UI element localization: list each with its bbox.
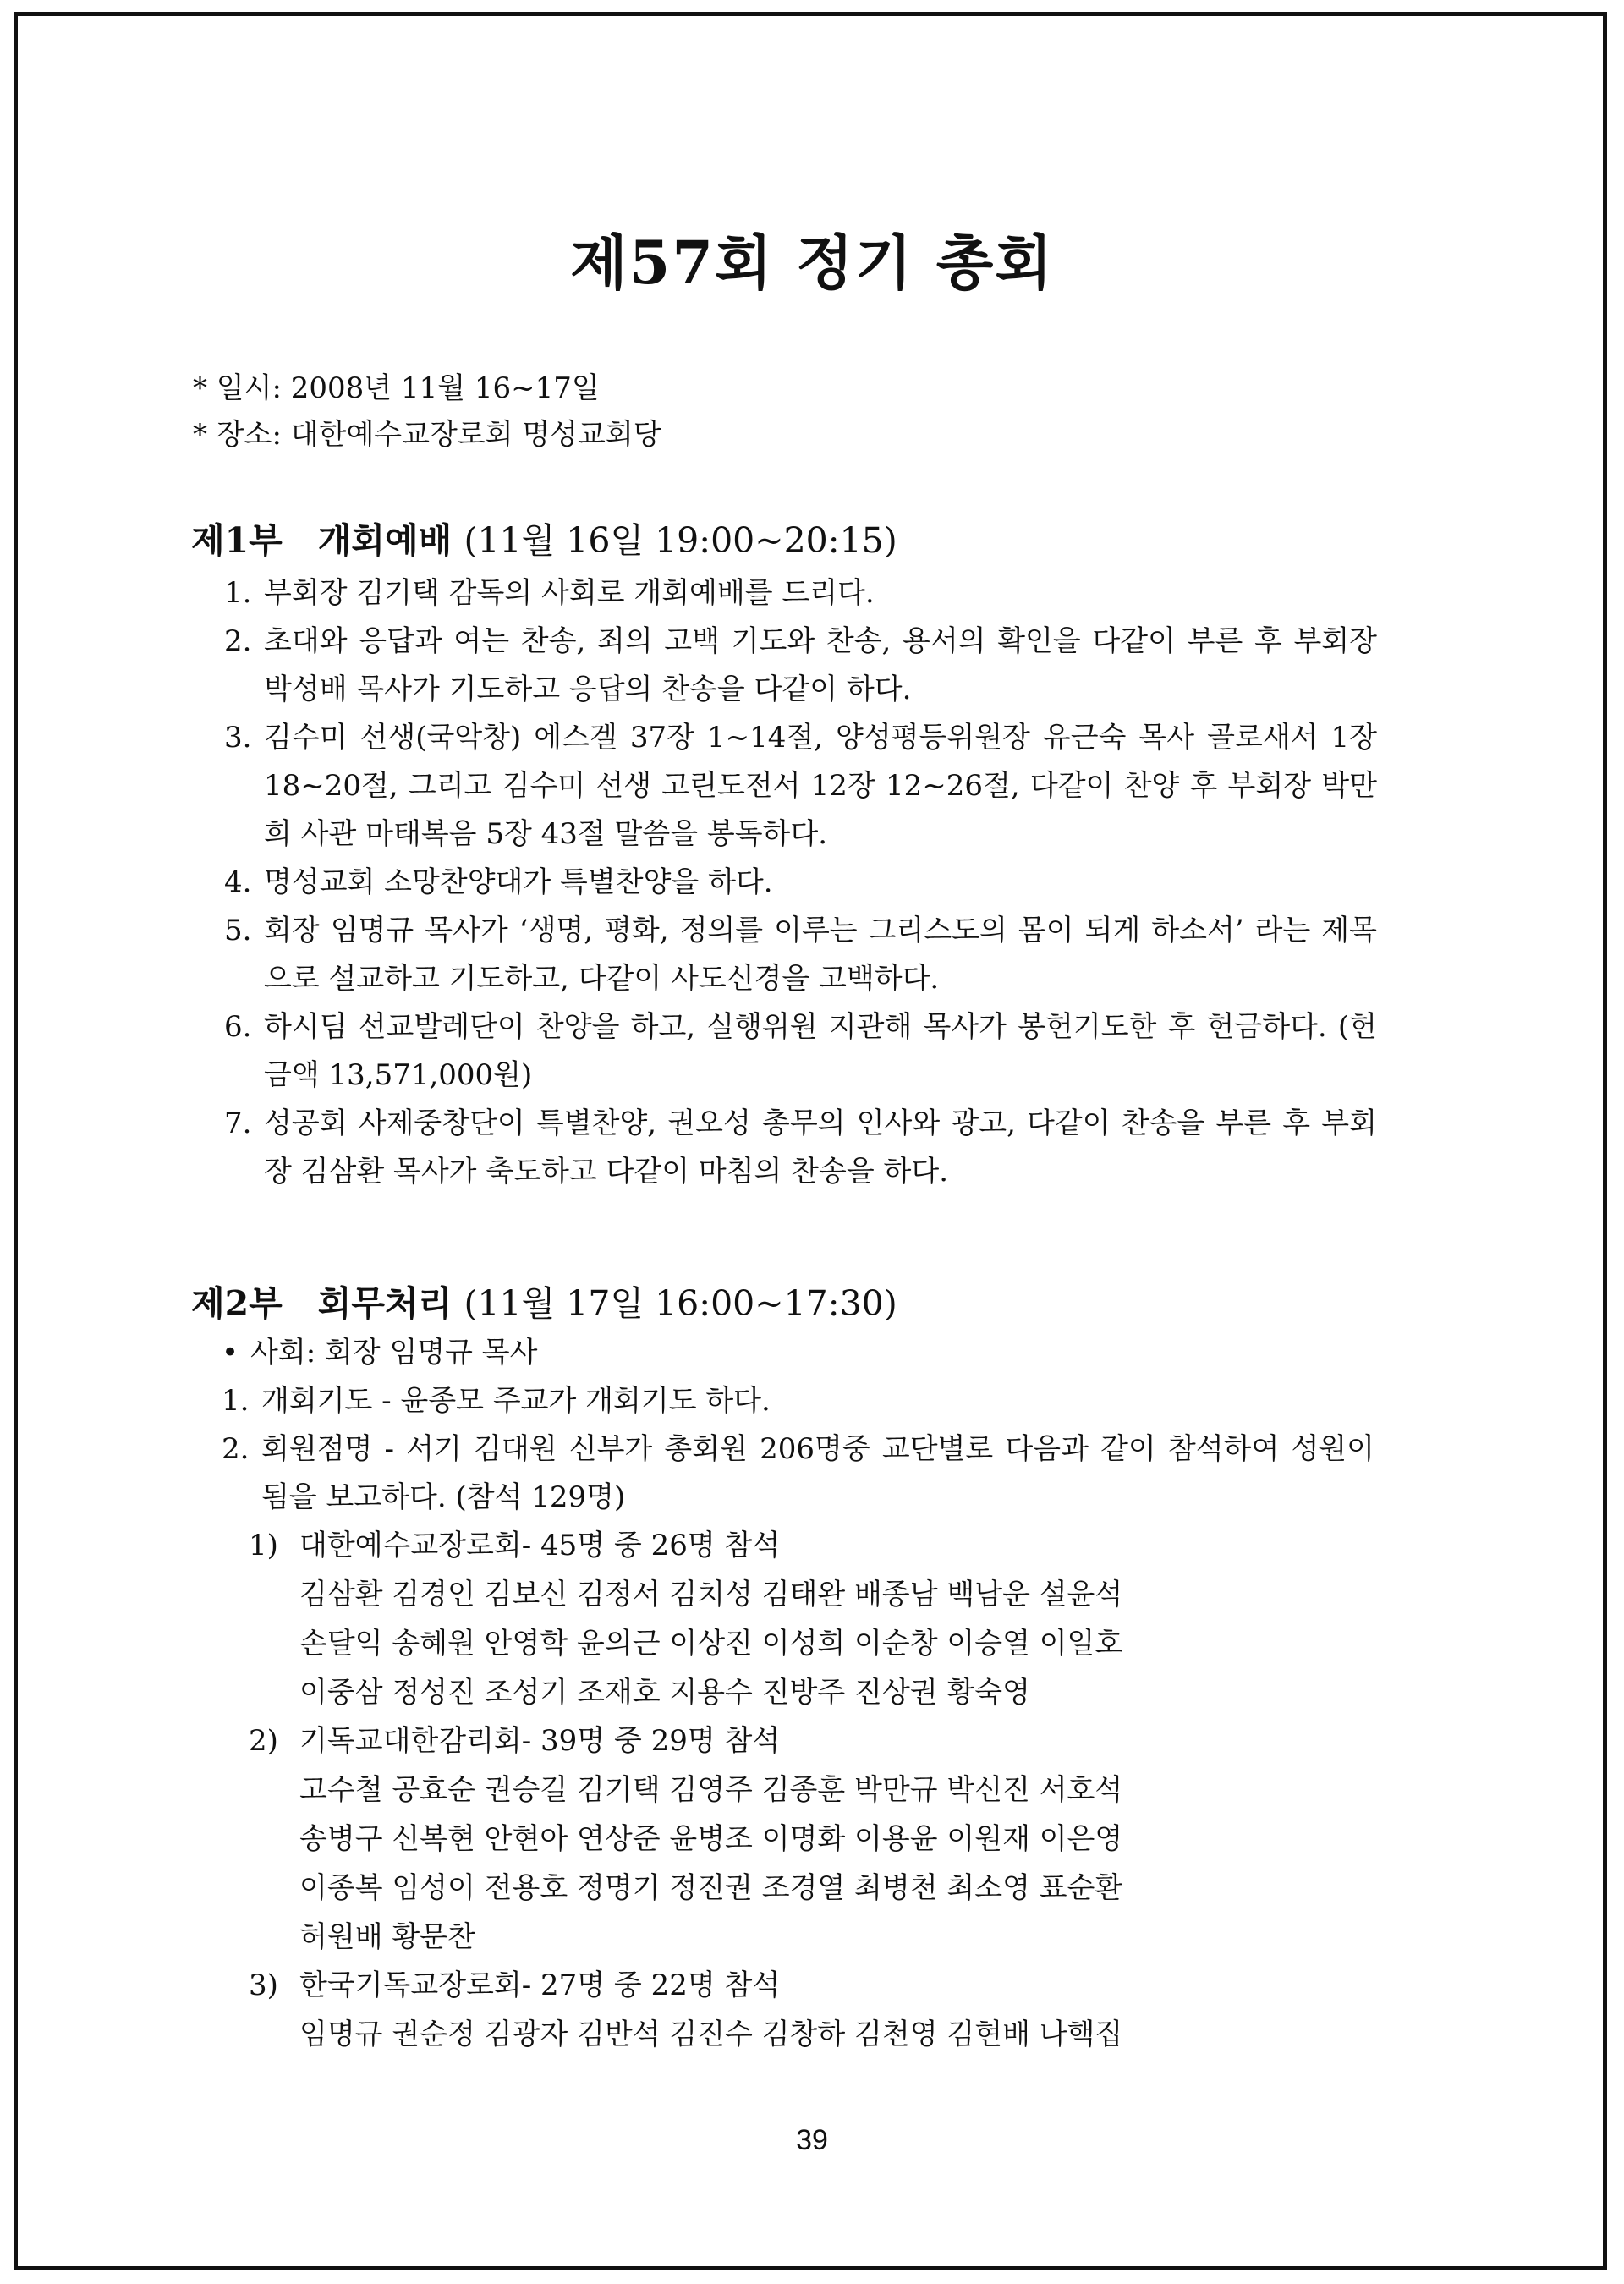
list-item [224, 907, 1377, 1003]
item-number: 5. [224, 914, 252, 947]
item-text: 명성교회 소망찬양대가 특별찬양을 하다. [264, 865, 773, 899]
item-text: 하시딤 선교발레단이 찬양을 하고, 실행위원 지관해 목사가 봉헌기도한 후 헌금하다. (헌금액 13,571,000원) [264, 1010, 1377, 1092]
section-time: (11월 16일 19:00~20:15) [464, 520, 897, 561]
name-line: 고수철 공효순 권승길 김기택 김영주 김종훈 박만규 박신진 서호석 [299, 1773, 1123, 1807]
list-item [222, 1425, 1374, 1522]
attendee-names [222, 1570, 1374, 1717]
denomination-label: 한국기독교장로회- 27명 중 22명 참석 [299, 1968, 781, 2002]
list-item [224, 569, 1377, 618]
item-number: 4. [224, 865, 252, 899]
item-number: 2. [222, 1432, 250, 1466]
item-text: 개회기도 - 윤종모 주교가 개회기도 하다. [261, 1384, 771, 1418]
item-number: 2. [224, 624, 252, 658]
list-item [222, 1377, 1374, 1425]
item-text: 부회장 김기택 감독의 사회로 개회예배를 드리다. [264, 576, 875, 610]
name-line: 임명규 권순정 김광자 김반석 김진수 김창하 김천영 김현배 나핵집 [299, 2018, 1123, 2051]
name-line: 손달익 송혜원 안영학 윤의근 이상진 이성희 이순창 이승열 이일호 [299, 1627, 1123, 1661]
item-text: 초대와 응답과 여는 찬송, 죄의 고백 기도와 찬송, 용서의 확인을 다같이 부른 후 부회장 박성배 목사가 기도하고 응답의 찬송을 다같이 하다. [264, 624, 1377, 706]
list-item [224, 859, 1377, 907]
presider-text: 사회: 회장 임명규 목사 [250, 1336, 538, 1370]
section-time: (11월 17일 16:00~17:30) [464, 1283, 897, 1324]
list-item [224, 618, 1377, 714]
sub-number: 3) [249, 1968, 278, 2002]
item-number: 7. [224, 1106, 252, 1140]
bullet-icon: • [222, 1336, 239, 1370]
section-label: 제1부 [191, 520, 283, 561]
name-line: 김삼환 김경인 김보신 김정서 김치성 김태완 배종남 백남운 설윤석 [299, 1578, 1123, 1611]
denomination-label: 대한예수교장로회- 45명 중 26명 참석 [299, 1529, 781, 1562]
item-number: 1. [222, 1384, 250, 1418]
meeting-venue: * 장소: 대한예수교장로회 명성교회당 [193, 418, 661, 452]
section-heading-part2 [191, 1276, 897, 1326]
name-line: 이중삼 정성진 조성기 조재호 지용수 진방주 진상권 황숙영 [299, 1676, 1030, 1710]
denomination-label: 기독교대한감리회- 39명 중 29명 참석 [299, 1724, 781, 1758]
meeting-info [193, 365, 661, 458]
item-text: 성공회 사제중창단이 특별찬양, 권오성 총무의 인사와 광고, 다같이 찬송을 부른 후 부회장 김삼환 목사가 축도하고 다같이 마침의 찬송을 하다. [264, 1106, 1377, 1189]
section-name: 회무처리 [317, 1283, 453, 1324]
part1-item-list [224, 569, 1377, 1196]
item-number: 3. [224, 721, 252, 755]
denomination-heading [222, 1522, 1374, 1570]
page-title: 제57회 정기 총회 [570, 228, 1054, 298]
part2-content [222, 1329, 1374, 2059]
denomination-heading [222, 1717, 1374, 1765]
presider-line [222, 1329, 1374, 1377]
name-line: 이종복 임성이 전용호 정명기 정진권 조경열 최병천 최소영 표순환 [299, 1871, 1123, 1905]
list-item [224, 714, 1377, 859]
name-line: 송병구 신복현 안현아 연상준 윤병조 이명화 이용윤 이원재 이은영 [299, 1822, 1123, 1856]
section-name: 개회예배 [317, 520, 453, 561]
sub-number: 2) [249, 1724, 278, 1758]
list-item [224, 1003, 1377, 1100]
attendee-names [222, 1765, 1374, 1962]
section-label: 제2부 [191, 1283, 283, 1324]
sub-number: 1) [249, 1529, 278, 1562]
item-number: 6. [224, 1010, 252, 1044]
item-number: 1. [224, 576, 252, 610]
denomination-heading [222, 1962, 1374, 2010]
attendee-names [222, 2010, 1374, 2059]
item-text: 회장 임명규 목사가 ‘생명, 평화, 정의를 이루는 그리스도의 몸이 되게 하소서’ 라는 제목으로 설교하고 기도하고, 다같이 사도신경을 고백하다. [264, 914, 1377, 996]
item-text: 김수미 선생(국악창) 에스겔 37장 1~14절, 양성평등위원장 유근숙 목사 골로새서 1장18~20절, 그리고 김수미 선생 고린도전서 12장 12~26절, 다같이 찬양 후 부회장 박만희 사관 마태복음 5장 43절 말씀을 봉독하다. [264, 721, 1377, 851]
page-number: 39 [796, 2124, 828, 2156]
list-item [224, 1100, 1377, 1196]
meeting-date: * 일시: 2008년 11월 16~17일 [193, 371, 600, 405]
name-line: 허원배 황문찬 [299, 1920, 475, 1954]
section-heading-part1 [191, 513, 897, 563]
item-text: 회원점명 - 서기 김대원 신부가 총회원 206명중 교단별로 다음과 같이 참석하여 성원이 됨을 보고하다. (참석 129명) [261, 1432, 1374, 1514]
